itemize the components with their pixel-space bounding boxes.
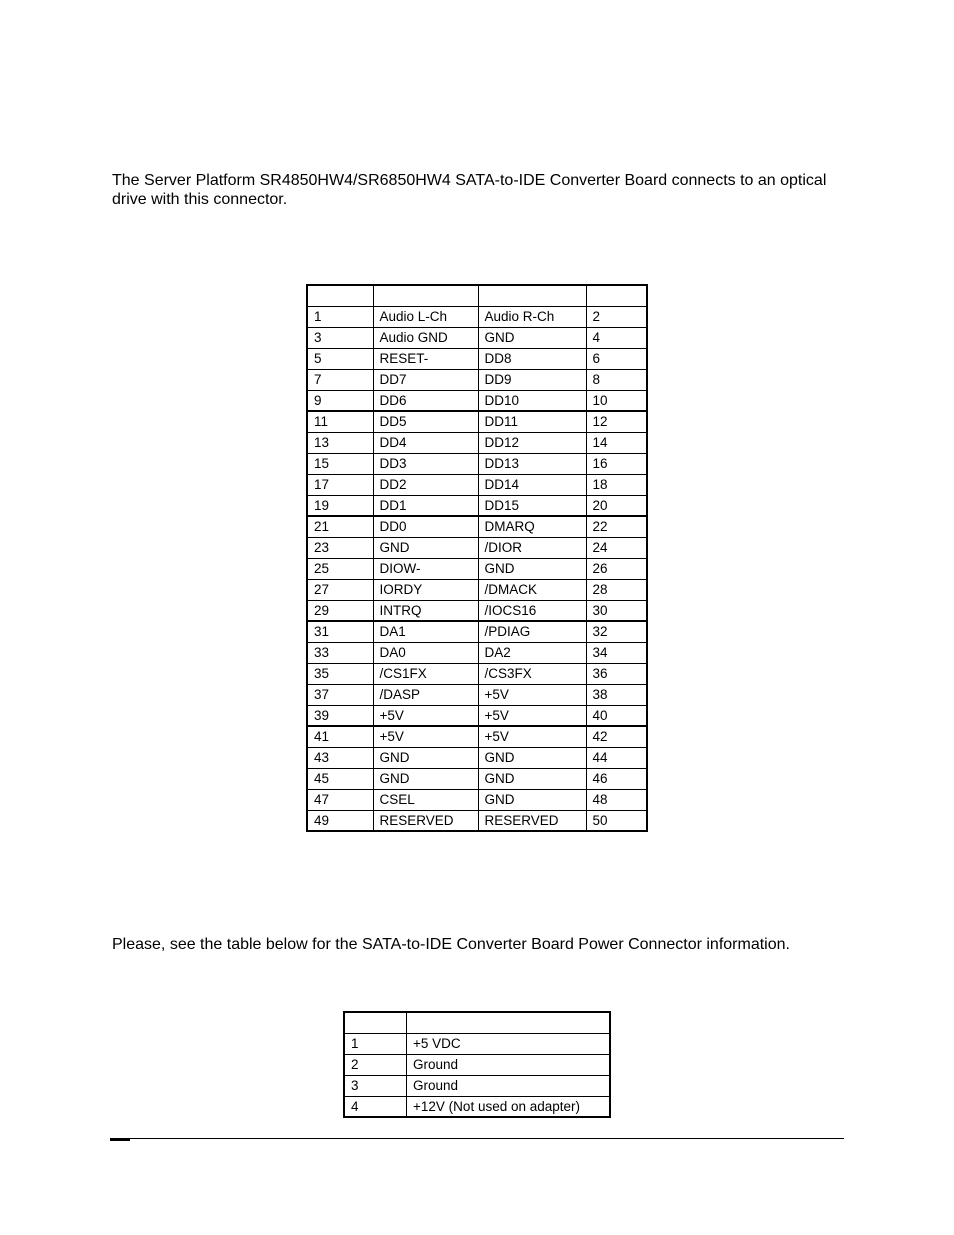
table-cell: 27 xyxy=(307,579,373,600)
table-cell: GND xyxy=(478,327,586,348)
table-row xyxy=(344,1054,610,1075)
table-cell: RESERVED xyxy=(373,810,478,831)
table-cell: GND xyxy=(478,558,586,579)
table-cell: 44 xyxy=(586,747,647,768)
table-cell: 41 xyxy=(307,726,373,747)
table-cell: GND xyxy=(478,789,586,810)
table-cell: DA0 xyxy=(373,642,478,663)
table-cell: DD1 xyxy=(373,495,478,516)
table-cell: 6 xyxy=(586,348,647,369)
table-cell: INTRQ xyxy=(373,600,478,621)
table-row xyxy=(307,579,647,600)
table-row xyxy=(307,558,647,579)
table-cell: 21 xyxy=(307,516,373,537)
table-cell: +5V xyxy=(478,726,586,747)
table-cell: 20 xyxy=(586,495,647,516)
table-cell: 1 xyxy=(344,1033,407,1054)
table-cell: CSEL xyxy=(373,789,478,810)
table-cell: 7 xyxy=(307,369,373,390)
table-cell: /DIOR xyxy=(478,537,586,558)
power-paragraph: Please, see the table below for the SATA-to-IDE Converter Board Power Connector information. xyxy=(112,936,790,953)
table-cell: DD10 xyxy=(478,390,586,411)
table-cell: DD11 xyxy=(478,411,586,432)
power-connector-table xyxy=(343,1011,611,1118)
table-cell: 33 xyxy=(307,642,373,663)
table-cell: +5V xyxy=(478,705,586,726)
table-cell: 14 xyxy=(586,432,647,453)
table-cell: /DMACK xyxy=(478,579,586,600)
table-row xyxy=(307,768,647,789)
table-cell: 42 xyxy=(586,726,647,747)
table-row xyxy=(307,810,647,831)
table-cell: 1 xyxy=(307,306,373,327)
table-cell: 36 xyxy=(586,663,647,684)
header-cell xyxy=(373,285,478,306)
table-cell: 15 xyxy=(307,453,373,474)
table-cell: 24 xyxy=(586,537,647,558)
table-row xyxy=(344,1033,610,1054)
table-cell: 19 xyxy=(307,495,373,516)
table-cell: DD14 xyxy=(478,474,586,495)
table-cell: 49 xyxy=(307,810,373,831)
table-cell: 13 xyxy=(307,432,373,453)
table-cell: /CS1FX xyxy=(373,663,478,684)
table-row xyxy=(307,516,647,537)
table-cell: Ground xyxy=(407,1075,610,1096)
table-cell: 4 xyxy=(586,327,647,348)
table-row xyxy=(307,369,647,390)
table-cell: 5 xyxy=(307,348,373,369)
table-row xyxy=(307,642,647,663)
table-cell: 2 xyxy=(586,306,647,327)
table-row xyxy=(307,600,647,621)
table-row xyxy=(307,327,647,348)
table-cell: GND xyxy=(478,747,586,768)
table-cell: 4 xyxy=(344,1096,407,1117)
table-cell: 3 xyxy=(344,1075,407,1096)
table-cell: 46 xyxy=(586,768,647,789)
table-cell: 43 xyxy=(307,747,373,768)
table-cell: /DASP xyxy=(373,684,478,705)
table-cell: 18 xyxy=(586,474,647,495)
table-header-row xyxy=(344,1012,610,1033)
table-cell: DA2 xyxy=(478,642,586,663)
table-cell: Audio R-Ch xyxy=(478,306,586,327)
table-row xyxy=(307,747,647,768)
table-cell: DD12 xyxy=(478,432,586,453)
table-cell: DA1 xyxy=(373,621,478,642)
table-cell: 38 xyxy=(586,684,647,705)
table-cell: GND xyxy=(373,747,478,768)
table-cell: 30 xyxy=(586,600,647,621)
table-cell: DD4 xyxy=(373,432,478,453)
table-cell: DIOW- xyxy=(373,558,478,579)
table-cell: 29 xyxy=(307,600,373,621)
table-cell: 39 xyxy=(307,705,373,726)
table-cell: DD13 xyxy=(478,453,586,474)
table-cell: IORDY xyxy=(373,579,478,600)
footer-rule xyxy=(110,1138,844,1139)
table-row xyxy=(307,306,647,327)
table-cell: Audio L-Ch xyxy=(373,306,478,327)
table-cell: 32 xyxy=(586,621,647,642)
table-cell: DD0 xyxy=(373,516,478,537)
table-cell: 26 xyxy=(586,558,647,579)
table-cell: /IOCS16 xyxy=(478,600,586,621)
table-row xyxy=(307,663,647,684)
table-cell: 8 xyxy=(586,369,647,390)
table-cell: 37 xyxy=(307,684,373,705)
table-cell: DD2 xyxy=(373,474,478,495)
header-cell xyxy=(407,1012,610,1033)
table-cell: 12 xyxy=(586,411,647,432)
table-cell: Audio GND xyxy=(373,327,478,348)
header-cell xyxy=(307,285,373,306)
table-cell: DD8 xyxy=(478,348,586,369)
table-cell: DD9 xyxy=(478,369,586,390)
table-cell: 28 xyxy=(586,579,647,600)
table-row xyxy=(307,390,647,411)
table-cell: RESERVED xyxy=(478,810,586,831)
table-cell: 22 xyxy=(586,516,647,537)
table-cell: DD3 xyxy=(373,453,478,474)
table-cell: +12V (Not used on adapter) xyxy=(407,1096,610,1117)
table-cell: DD15 xyxy=(478,495,586,516)
table-cell: 11 xyxy=(307,411,373,432)
table-cell: GND xyxy=(478,768,586,789)
table-cell: 35 xyxy=(307,663,373,684)
table-cell: +5V xyxy=(478,684,586,705)
table-cell: 31 xyxy=(307,621,373,642)
table-row xyxy=(307,453,647,474)
table-cell: +5V xyxy=(373,705,478,726)
table-cell: 34 xyxy=(586,642,647,663)
table-cell: 48 xyxy=(586,789,647,810)
table-cell: 3 xyxy=(307,327,373,348)
table-row xyxy=(307,789,647,810)
table-row xyxy=(344,1096,610,1117)
table-cell: GND xyxy=(373,537,478,558)
table-row xyxy=(307,726,647,747)
header-cell xyxy=(344,1012,407,1033)
table-row xyxy=(307,474,647,495)
table-cell: 45 xyxy=(307,768,373,789)
table-row xyxy=(307,537,647,558)
table-cell: GND xyxy=(373,768,478,789)
table-cell: 40 xyxy=(586,705,647,726)
table-row xyxy=(307,684,647,705)
table-cell: 50 xyxy=(586,810,647,831)
table-cell: 16 xyxy=(586,453,647,474)
header-cell xyxy=(586,285,647,306)
table-cell: 17 xyxy=(307,474,373,495)
table-row xyxy=(307,411,647,432)
table-row xyxy=(307,621,647,642)
table-cell: 23 xyxy=(307,537,373,558)
intro-paragraph: The Server Platform SR4850HW4/SR6850HW4 SATA-to-IDE Converter Board connects to an optical drive with this connector. xyxy=(112,172,827,208)
table-cell: 9 xyxy=(307,390,373,411)
table-cell: 25 xyxy=(307,558,373,579)
table-cell: 2 xyxy=(344,1054,407,1075)
table-cell: RESET- xyxy=(373,348,478,369)
table-row xyxy=(307,495,647,516)
table-header-row xyxy=(307,285,647,306)
table-cell: +5 VDC xyxy=(407,1033,610,1054)
table-row xyxy=(307,705,647,726)
table-cell: DD5 xyxy=(373,411,478,432)
table-cell: DMARQ xyxy=(478,516,586,537)
footer-rule-mark xyxy=(110,1138,130,1141)
ide-connector-pinout-table xyxy=(306,284,648,832)
table-row xyxy=(344,1075,610,1096)
table-cell: /CS3FX xyxy=(478,663,586,684)
table-cell: Ground xyxy=(407,1054,610,1075)
table-cell: +5V xyxy=(373,726,478,747)
table-row xyxy=(307,348,647,369)
table-cell: 10 xyxy=(586,390,647,411)
table-cell: DD6 xyxy=(373,390,478,411)
table-cell: DD7 xyxy=(373,369,478,390)
table-row xyxy=(307,432,647,453)
table-cell: /PDIAG xyxy=(478,621,586,642)
header-cell xyxy=(478,285,586,306)
table-cell: 47 xyxy=(307,789,373,810)
